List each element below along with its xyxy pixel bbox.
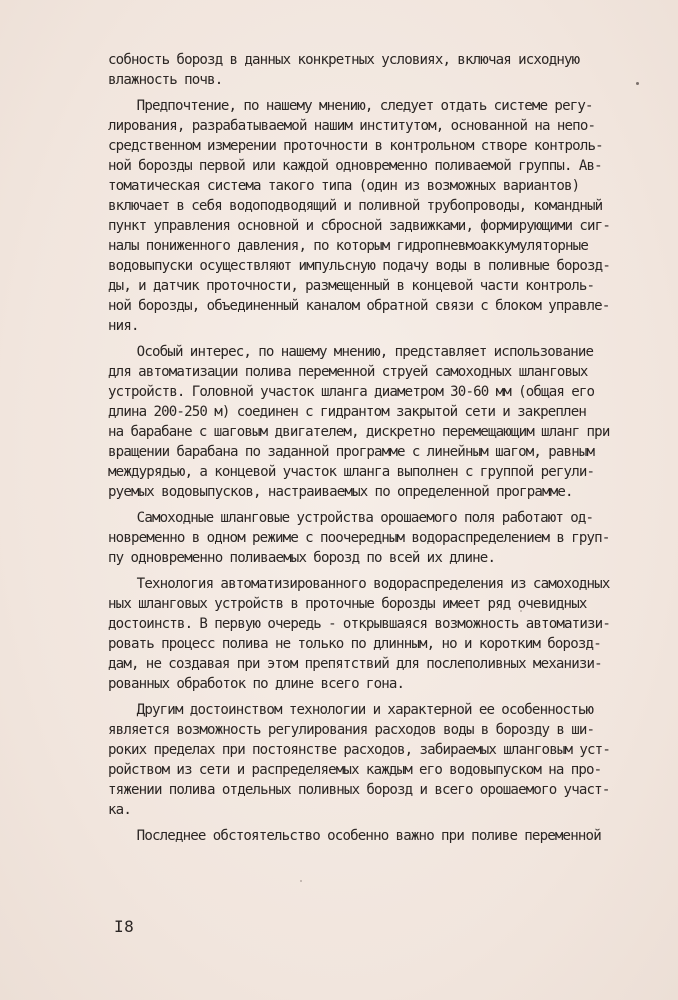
text-line: Другим достоинством технологии и характерной ее особенностью xyxy=(108,702,594,718)
text-line: ровать процесс полива не только по длинным, но и коротким борозд- xyxy=(108,636,601,652)
text-line: ной борозды первой или каждой одновременно поливаемой группы. Ав- xyxy=(108,158,602,174)
text-line: ния. xyxy=(108,318,139,334)
text-line: является возможность регулирования расходов воды в борозду в ши- xyxy=(108,722,595,738)
text-line: Самоходные шланговые устройства орошаемого поля работают од- xyxy=(108,510,594,526)
text-line: ка. xyxy=(108,802,131,818)
text-line: на барабане с шаговым двигателем, дискретно перемещающим шланг при xyxy=(108,424,610,440)
text-line: руемых водовыпусков, настраиваемых по определенной программе. xyxy=(108,484,573,500)
text-line: Последнее обстоятельство особенно важно при поливе переменной xyxy=(108,828,601,844)
text-line: Технология автоматизированного водораспределения из самоходных xyxy=(108,576,610,592)
text-line: лирования, разрабатываемой нашим институтом, основанной на непо- xyxy=(108,118,596,134)
text-line: устройств. Головной участок шланга диаметром 30-60 мм (общая его xyxy=(108,384,595,400)
text-line: влажность почв. xyxy=(108,72,223,88)
text-line: тяжении полива отдельных поливных борозд и всего орошаемого участ- xyxy=(108,782,610,798)
text-line: новременно в одном режиме с поочередным водораспределением в груп- xyxy=(108,530,610,546)
text-line: Особый интерес, по нашему мнению, представляет использование xyxy=(108,344,594,360)
text-line: для автоматизации полива переменной струей самоходных шланговых xyxy=(108,364,588,380)
body-text xyxy=(108,50,678,846)
text-line: пункт управления основной и сбросной задвижками, формирующими сиг- xyxy=(108,218,610,234)
text-line: роких пределах при постоянстве расходов, забираемых шланговым уст- xyxy=(108,742,610,758)
page-number: I8 xyxy=(114,917,135,936)
text-line: включает в себя водоподводящий и поливной трубопроводы, командный xyxy=(108,198,603,214)
paper-speck xyxy=(300,880,302,882)
text-line: дам, не создавая при этом препятствий для послеполивных механизи- xyxy=(108,656,602,672)
text-line: водовыпуски осуществляют импульсную подачу воды в поливные борозд- xyxy=(108,258,610,274)
text-line: томатическая система такого типа (один из возможных вариантов) xyxy=(108,178,580,194)
text-line: налы пониженного давления, по которым гидропневмоаккумуляторные xyxy=(108,238,588,254)
text-line: средственном измерении проточности в контрольном створе контроль- xyxy=(108,138,603,154)
text-line: ройством из сети и распределяемых каждым его водовыпуском на про- xyxy=(108,762,602,778)
text-line: пу одновременно поливаемых борозд по всей их длине. xyxy=(108,550,496,566)
text-line: достоинств. В первую очередь - открывшаяся возможность автоматизи- xyxy=(108,616,610,632)
text-line: ной борозды, объединенный каналом обратной связи с блоком управле- xyxy=(108,298,610,314)
text-line: вращении барабана по заданной программе с линейным шагом, равным xyxy=(108,444,595,460)
text-line: собность борозд в данных конкретных условиях, включая исходную xyxy=(108,52,580,68)
text-line: длина 200-250 м) соединен с гидрантом закрытой сети и закреплен xyxy=(108,404,587,420)
text-line: рованных обработок по длине всего гона. xyxy=(108,676,405,692)
text-line: ды, и датчик проточности, размещенный в концевой части контроль- xyxy=(108,278,595,294)
text-line: ных шланговых устройств в проточные борозды имеет ряд очевидных xyxy=(108,596,587,612)
text-line: Предпочтение, по нашему мнению, следует отдать системе регу- xyxy=(108,98,593,114)
text-line: междурядью, а концевой участок шланга выполнен с группой регули- xyxy=(108,464,595,480)
